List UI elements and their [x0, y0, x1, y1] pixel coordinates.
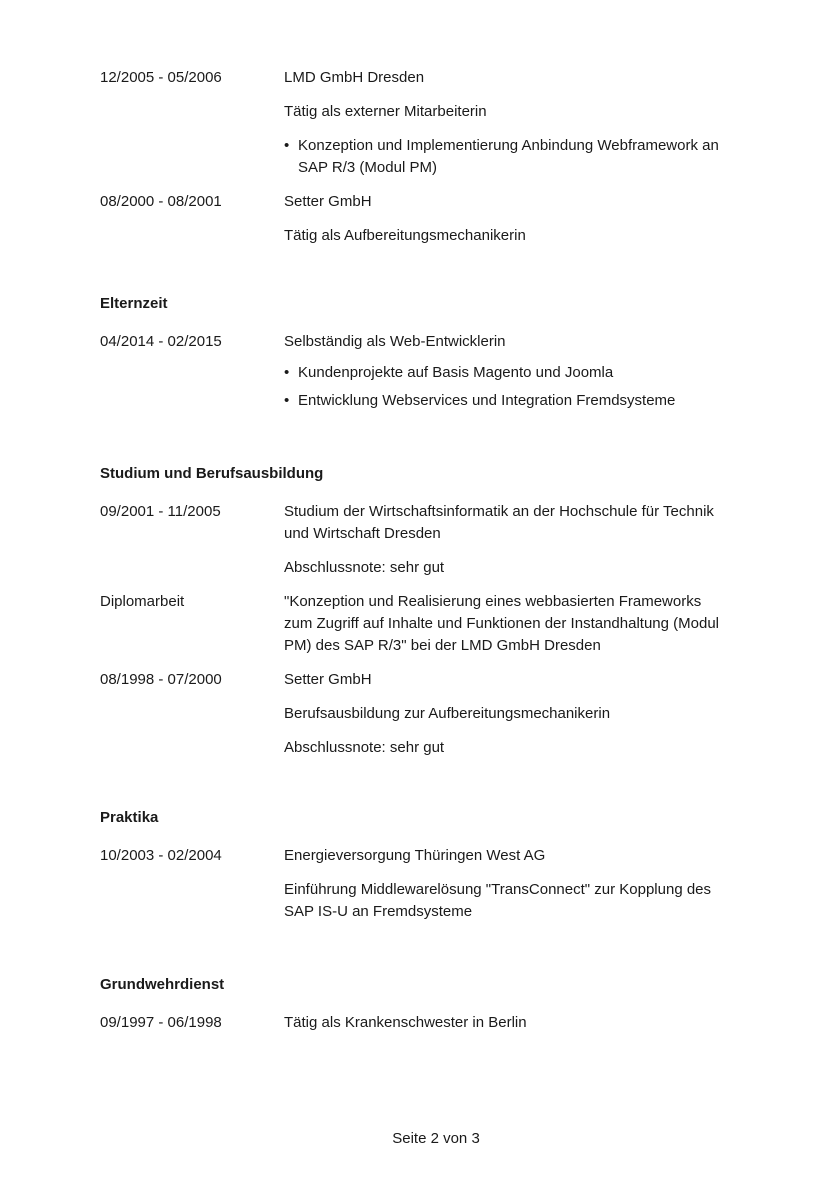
entry: [100, 1012, 740, 1034]
entry-date: 09/1997 - 06/1998: [100, 1014, 222, 1031]
entry-date: 08/1998 - 07/2000: [100, 671, 222, 688]
section-title: Studium und Berufsausbildung: [100, 465, 324, 482]
entry: [100, 331, 740, 412]
entry-date: 08/2000 - 08/2001: [100, 193, 222, 210]
entry-label: Diplomarbeit: [100, 593, 185, 610]
entry-role: Tätig als externer Mitarbeiterin: [284, 103, 487, 120]
entry-title: Studium der Wirtschaftsinformatik an der Hochschule für Technik und Wirtschaft Dresden: [284, 503, 714, 542]
entry-grade: Abschlussnote: sehr gut: [284, 739, 445, 756]
entry-employer: Setter GmbH: [284, 193, 372, 210]
bullet-item: • Konzeption und Implementierung Anbindung Webframework an SAP R/3 (Modul PM): [284, 135, 724, 179]
entry-grade: Abschlussnote: sehr gut: [284, 559, 445, 576]
entry-date: 10/2003 - 02/2004: [100, 847, 222, 864]
bullet-item: • Kundenprojekte auf Basis Magento und Joomla: [284, 362, 724, 384]
bullet-list: [284, 135, 724, 179]
section-title: Elternzeit: [100, 295, 168, 312]
entry-employer: Energieversorgung Thüringen West AG: [284, 847, 546, 864]
entry-employer: Setter GmbH: [284, 671, 372, 688]
entry-thesis: "Konzeption und Realisierung eines webbasierten Frameworks zum Zugriff auf Inhalte und Funktionen der Instandhaltung (Modul PM) des SAP R/3" bei der LMD GmbH Dresden: [284, 593, 719, 654]
entry-date: 09/2001 - 11/2005: [100, 503, 221, 520]
entry: [100, 67, 740, 179]
entry-date: 12/2005 - 05/2006: [100, 69, 222, 86]
entry: [100, 669, 740, 759]
entry-role: Tätig als Aufbereitungsmechanikerin: [284, 227, 526, 244]
bullet-item: • Entwicklung Webservices und Integration Fremdsysteme: [284, 390, 724, 412]
entry-description: Einführung Middlewarelösung "TransConnect" zur Kopplung des SAP IS-U an Fremdsysteme: [284, 881, 712, 920]
section-continued-experience: [100, 67, 740, 259]
entry: [100, 845, 740, 923]
section-title: Grundwehrdienst: [100, 976, 225, 993]
bullet-list: [284, 362, 724, 412]
entry-date: 04/2014 - 02/2015: [100, 333, 222, 350]
section-title: Praktika: [100, 809, 159, 826]
entry-description: Tätig als Krankenschwester in Berlin: [284, 1014, 527, 1031]
section-studium: [100, 463, 740, 771]
entry-title: Selbständig als Web-Entwicklerin: [284, 333, 506, 350]
section-praktika: [100, 807, 740, 935]
page-number: Seite 2 von 3: [392, 1130, 480, 1147]
section-elternzeit: [100, 293, 740, 424]
entry-employer: LMD GmbH Dresden: [284, 69, 425, 86]
section-grundwehrdienst: [100, 974, 740, 1046]
entry: [100, 501, 740, 579]
entry: [100, 191, 740, 247]
entry: [100, 591, 740, 657]
entry-title: Berufsausbildung zur Aufbereitungsmechanikerin: [284, 705, 611, 722]
